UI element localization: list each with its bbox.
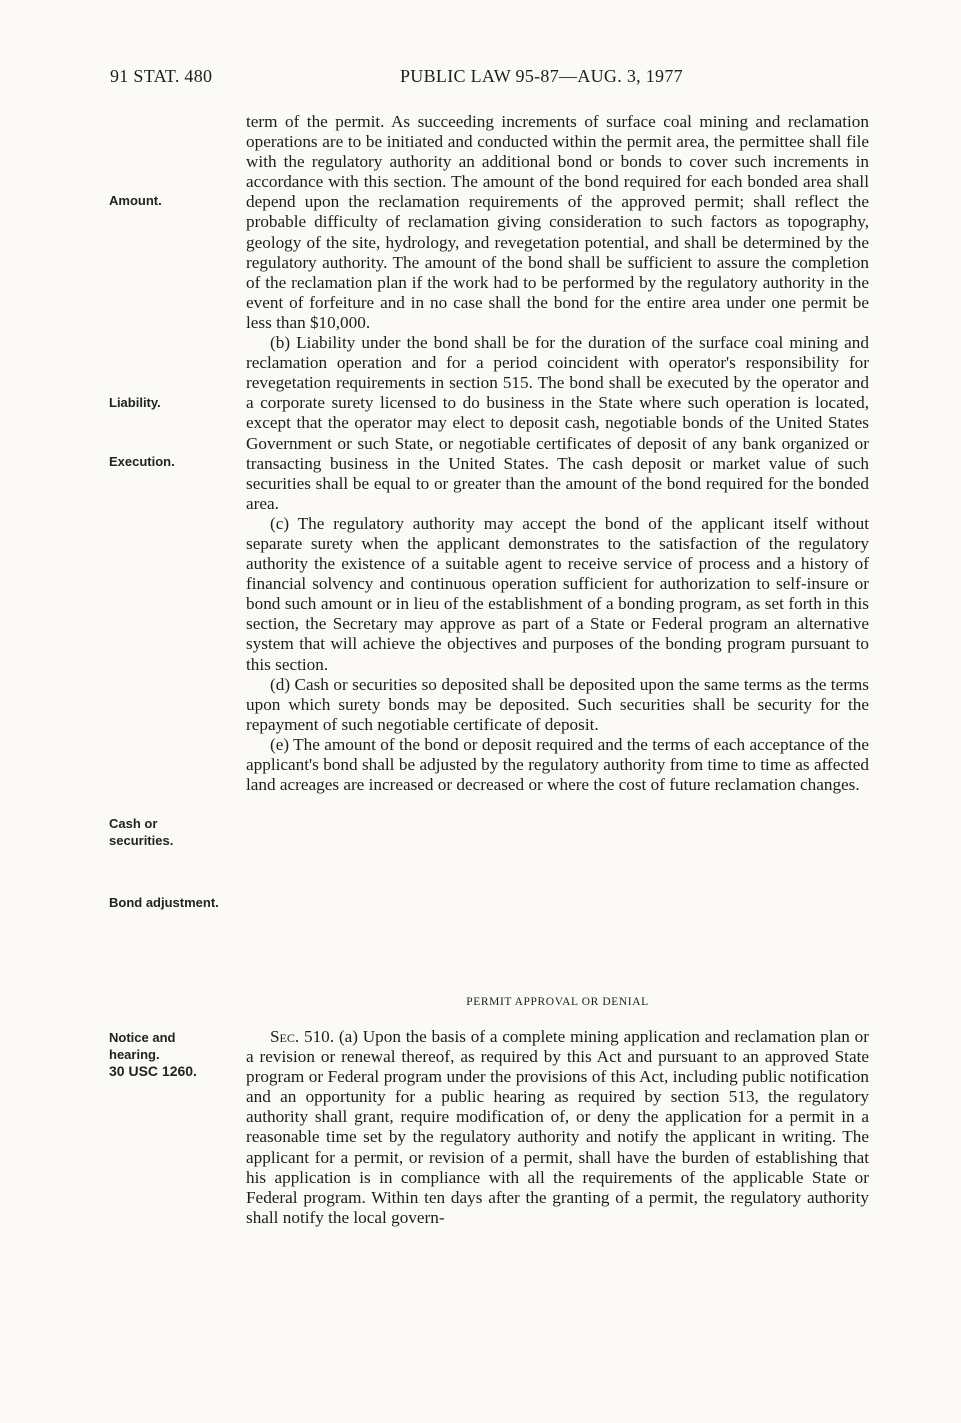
section-heading: PERMIT APPROVAL OR DENIAL [466, 996, 649, 1008]
body-text-main [246, 112, 869, 795]
margin-note-bond-adjustment: Bond adjustment. [109, 895, 219, 910]
margin-note-amount: Amount. [109, 193, 162, 208]
paragraph-bond-increments: term of the permit. As succeeding increments of surface coal mining and reclamation operations are to be initiated and conducted within the permit area, the permittee shall file with the regulatory authority an additional bond or bonds to cover such increments in accordance with this section. The amount of the bond required for each bonded area shall depend upon the reclamation requirements of the approved permit; shall reflect the probable difficulty of reclamation giving consideration to such factors as topography, geology of the site, hydrology, and revegetation potential, and shall be determined by the regulatory authority. The amount of the bond shall be sufficient to assure the completion of the reclamation plan if the work had to be performed by the regulatory authority in the event of forfeiture and in no case shall the bond for the entire area under one permit be less than $10,000. [246, 112, 869, 332]
margin-note-line: Cash or [109, 816, 158, 831]
statute-page-number: 91 STAT. 480 [110, 66, 213, 86]
margin-note-execution: Execution. [109, 454, 175, 469]
page-header [0, 66, 961, 90]
section-label: Sec. 510. [270, 1027, 335, 1046]
paragraph-e-bond-adjustment: (e) The amount of the bond or deposit required and the terms of each acceptance of the applicant's bond shall be adjusted by the regulatory authority from time to time as affected land acreages are increased or decreased or where the cost of future reclamation changes. [246, 734, 869, 795]
margin-note-usc-citation: 30 USC 1260. [109, 1063, 197, 1079]
margin-note-line: Notice and [109, 1030, 176, 1045]
margin-note-liability: Liability. [109, 395, 161, 410]
running-title: PUBLIC LAW 95-87—AUG. 3, 1977 [400, 66, 683, 86]
paragraph-sec-510-a [246, 1027, 869, 1228]
paragraph-d-cash-securities: (d) Cash or securities so deposited shall be deposited upon the same terms as the terms upon which surety bonds may be deposited. Such securities shall be security for the repayment of such negotiable certificate of deposit. [246, 674, 869, 734]
margin-note-notice-and-hearing [109, 1029, 237, 1080]
margin-note-cash-or-securities [109, 815, 237, 849]
paragraph-b-liability: (b) Liability under the bond shall be for the duration of the surface coal mining and reclamation operation and for a period coincident with operator's responsibility for revegetation requirements in section 515. The bond shall be executed by the operator and a corporate surety licensed to do business in the State where such operation is located, except that the operator may elect to deposit cash, negotiable bonds of the United States Government or such State, or negotiable certificates of deposit of any bank organized or transacting business in the United States. The cash deposit or market value of such securities shall be equal to or greater than the amount of the bond required for the bonded area. [246, 333, 869, 513]
paragraph-c-self-bond: (c) The regulatory authority may accept the bond of the applicant itself without separate surety when the applicant demonstrates to the satisfaction of the regulatory authority the existence of a suitable agent to receive service of process and a history of financial solvency and continuous operation sufficient for authorization to self-insure or bond such amount or in lieu of the establishment of a bonding program, as set forth in this section, the Secretary may approve as part of a State or Federal program an alternative system that will achieve the objectives and purposes of the bonding program pursuant to this section. [246, 513, 869, 674]
margin-note-line: hearing. [109, 1047, 160, 1062]
margin-note-line: securities. [109, 833, 174, 848]
section-510-text: (a) Upon the basis of a complete mining application and reclamation plan or a revision or renewal thereof, as required by this Act and pursuant to an approved State program or Federal program under the provisions of this Act, including public notification and an opportunity for a public hearing as required by section 513, the regulatory authority shall grant, require modification of, or deny the application for a permit in a reasonable time set by the regulatory authority and notify the applicant in writing. The applicant for a permit, or revision of a permit, shall have the burden of establishing that his application is in compliance with all the requirements of the applicable State or Federal program. Within ten days after the granting of a permit, the regulatory authority shall notify the local govern- [246, 1027, 869, 1227]
body-text-section-510 [246, 1027, 869, 1228]
